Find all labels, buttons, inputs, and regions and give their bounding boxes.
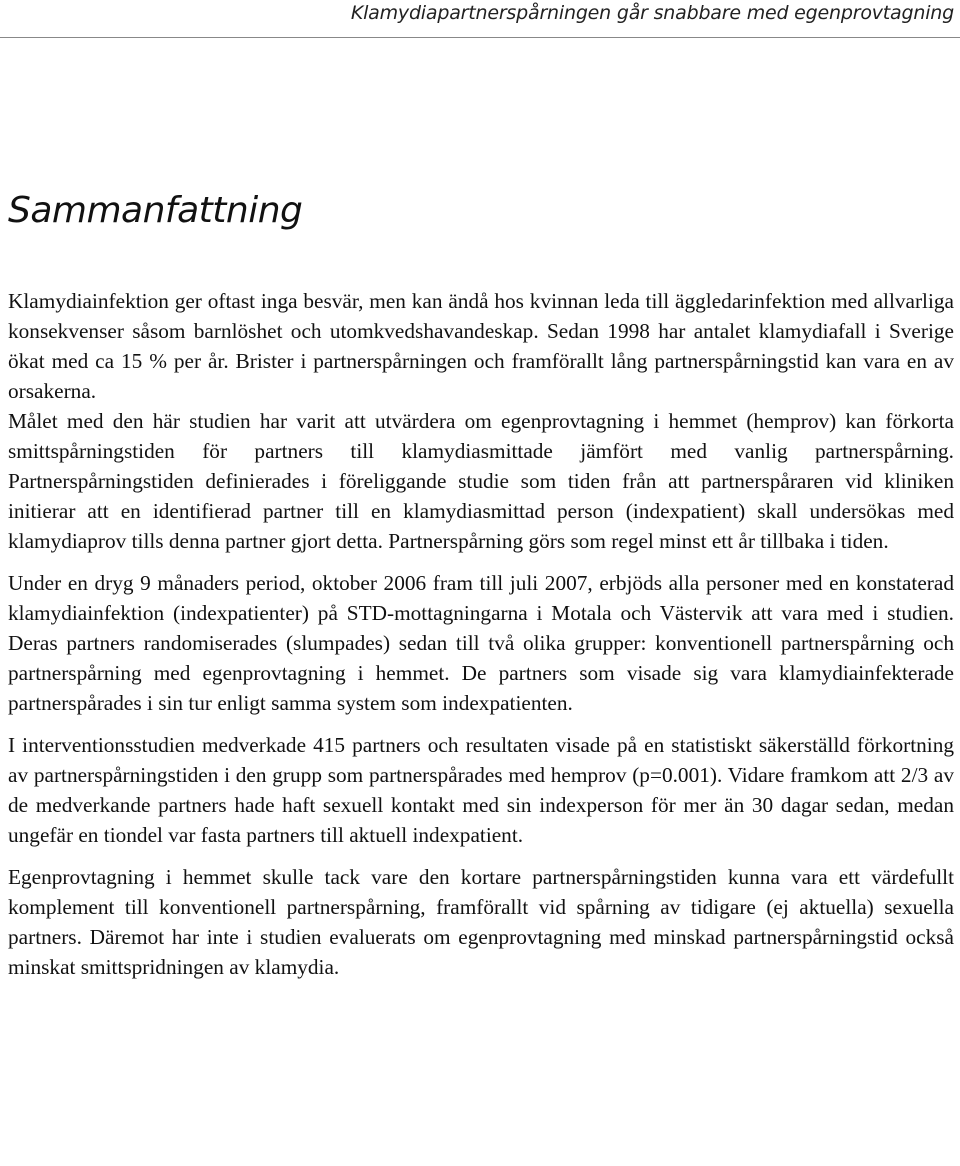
paragraph-background: Klamydiainfektion ger oftast inga besvär, men kan ändå hos kvinnan leda till äggledarinfektion med allvarliga konsekvenser såsom barnlöshet och utomkvedshavandeskap. Sedan 1998 har antalet klamydiafall i Sverige ökat med ca 15 % per år. Brister i partnerspårningen och framförallt lång partnerspårningstid kan vara en av orsakerna. [8,289,954,403]
header-divider [0,37,960,38]
paragraph-method: Under en dryg 9 månaders period, oktober 2006 fram till juli 2007, erbjöds alla personer med en konstaterad klamydiainfektion (indexpatienter) på STD-mottagningarna i Motala och Västervik att vara med i studien. Deras partners randomiserades (slumpades) sedan till två olika grupper: konventionell partnerspårning och partnerspårning med egenprovtagning i hemmet. De partners som visade sig vara klamydiainfekterade partnerspårades i sin tur enligt samma system som indexpatienten. [8,571,954,715]
paragraph-conclusion: Egenprovtagning i hemmet skulle tack vare den kortare partnerspårningstiden kunna vara ett värdefullt komplement till konventionell partnerspårning, framförallt vid spårning av tidigare (ej aktuella) sexuella partners. Däremot har inte i studien evaluerats om egenprovtagning med minskad partnerspårningstid också minskat smittspridningen av klamydia. [8,865,954,979]
summary-body [8,286,954,994]
paragraph-results: I interventionsstudien medverkade 415 partners och resultaten visade på en statistiskt säkerställd förkortning av partnerspårningstiden i den grupp som partnerspårades med hemprov (p=0.001). Vidare framkom att 2/3 av de medverkande partners hade haft sexuell kontakt med sin indexperson för mer än 30 dagar sedan, medan ungefär en tiondel var fasta partners till aktuell indexpatient. [8,733,954,847]
running-header-title: Klamydiapartnerspårningen går snabbare med egenprovtagning [350,2,954,24]
paragraph-aim: Målet med den här studien har varit att utvärdera om egenprovtagning i hemmet (hemprov) kan förkorta smittspårningstiden för partners till klamydiasmittade jämfört med vanlig partnerspårning. Partnerspårningstiden definierades i föreliggande studie som tiden från att partnerspåraren vid kliniken initierar att en identifierad partner till en klamydiasmittad person (indexpatient) skall undersökas med klamydiaprov tills denna partner gjort detta. Partnerspårning görs som regel minst ett år tillbaka i tiden. [8,409,954,553]
section-title: Sammanfattning [8,190,303,231]
